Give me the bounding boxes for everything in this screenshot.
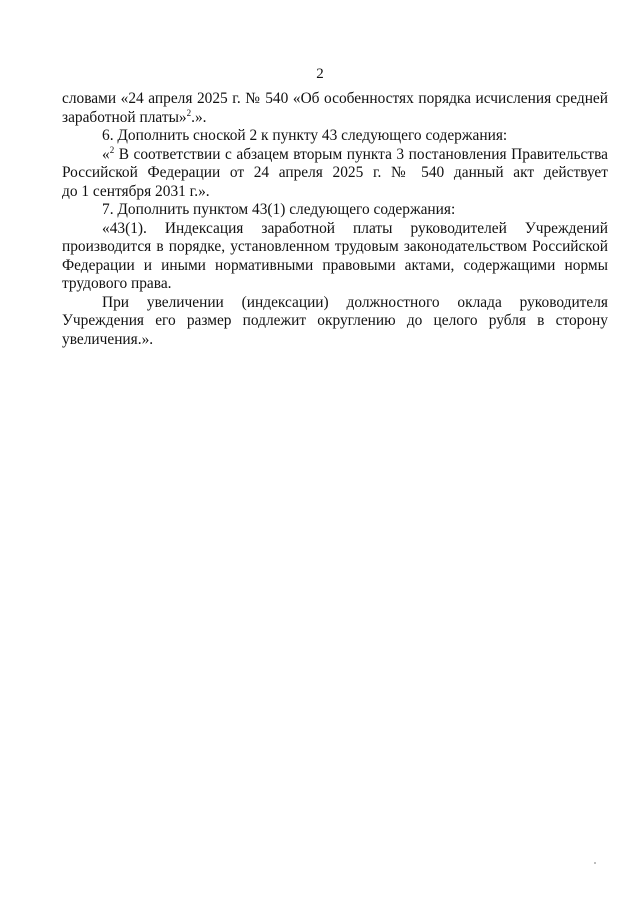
text-line: производится в порядке, установленном трудовым законодательством Российской — [62, 238, 608, 255]
text-line: до 1 сентября 2031 г.». — [62, 182, 210, 200]
text-line: словами «24 апреля 2025 г. № 540 «Об особенностях порядка исчисления средней — [62, 90, 608, 107]
scan-speck — [594, 862, 596, 864]
text-line: «43(1). Индексация заработной платы руководителей Учреждений — [102, 219, 608, 237]
text-line: Российской Федерации от 24 апреля 2025 г. № 540 данный акт действует — [62, 164, 608, 181]
text-line: Федерации и иными нормативными правовыми актами, содержащими нормы — [62, 256, 608, 274]
text-line: Учреждения его размер подлежит округлению до целого рубля в сторону — [62, 312, 608, 329]
text-line: 6. Дополнить сноской 2 к пункту 43 следующего содержания: — [102, 127, 508, 144]
footnote-ref: 2 — [186, 107, 192, 118]
text-line: «$^2$ В соответствии с абзацем вторым пункта 3 постановления Правительства — [102, 144, 608, 163]
document-body — [62, 90, 608, 349]
text-line: 7. Дополнить пунктом 43(1) следующего содержания: — [102, 201, 456, 218]
text-line: трудового права. — [62, 275, 172, 292]
text-line: При увеличении (индексации) должностного оклада руководителя — [102, 293, 608, 311]
page-number: 2 — [316, 66, 324, 82]
text-line: заработной платы»$^2$.». — [62, 107, 207, 126]
text-line: увеличения.». — [62, 330, 154, 348]
footnote-mark: 2 — [109, 144, 115, 155]
